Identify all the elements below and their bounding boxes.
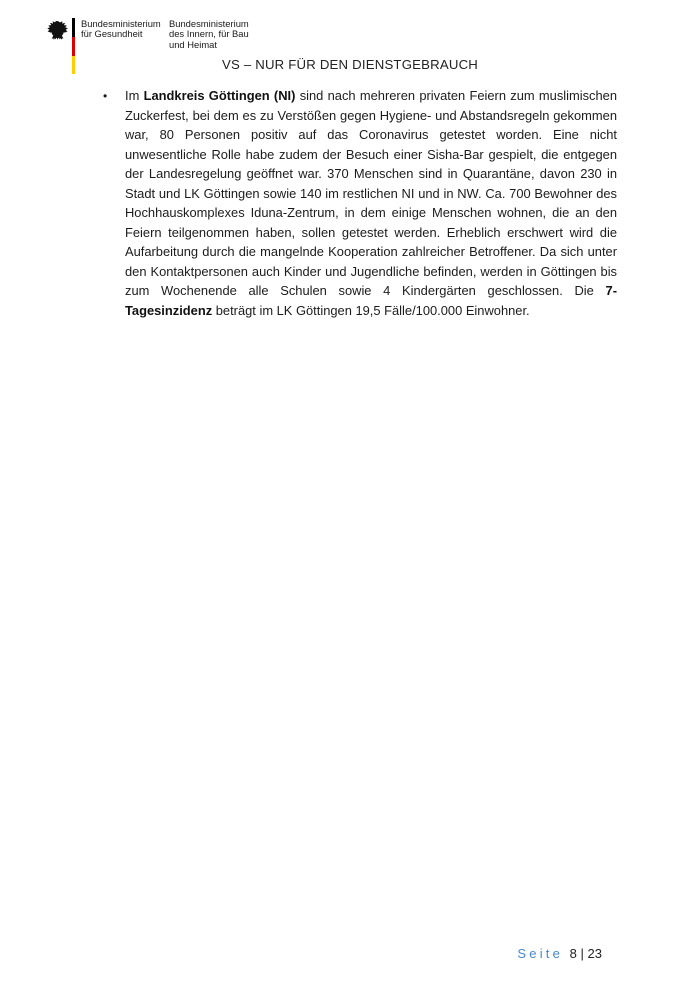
page-footer	[517, 946, 602, 961]
bold-location: Landkreis Göttingen (NI)	[143, 88, 296, 103]
page-header	[0, 0, 700, 80]
ministry-interior-line3: und Heimat	[169, 38, 217, 50]
page-current: 8	[569, 946, 577, 961]
ministry-interior-line2: des Innern, für Bau	[169, 28, 249, 40]
page-separator: |	[580, 946, 584, 961]
text-run: beträgt im LK Göttingen 19,5 Fälle/100.000 Einwohner.	[212, 302, 530, 318]
list-item	[100, 86, 617, 320]
ministry-health-line1: Bundesministerium	[81, 18, 161, 29]
bullet-icon: •	[103, 89, 108, 103]
ministry-health-line2: für Gesundheit	[81, 28, 143, 40]
federal-eagle-icon	[45, 19, 69, 43]
page-label: Seite	[517, 946, 564, 961]
text-run: Im	[125, 88, 144, 103]
text-run: sind nach mehreren privaten Feiern zum muslimischen Zuckerfest, bei dem es zu Verstößen gegen Hygiene- und Abstandsregeln gekommen war, 80 Personen positiv auf das Coronavirus getestet worden. Eine nicht unwesentliche Rolle habe zudem der Besuch einer Sisha-Bar gespielt, die entgegen der Landesregelung geöffnet war. 370 Menschen sind in Quarantäne, davon 230 in Stadt und LK Göttingen sowie 140 im restlichen NI und in NW. Ca. 700 Bewohner des Hochhauskomplexes Iduna-Zentrum, in dem einige Menschen wohnen, die an den Feiern teilgenommen haben, sollen getestet werden. Erheblich erschwert wird die Aufarbeitung durch die mangelnde Kooperation zahlreicher Betroffener. Da sich unter den Kontaktpersonen auch Kinder und Jugendliche befinden, werden in Göttingen bis zum Wochenende alle Schulen sowie 4 Kindergärten geschlossen. Die	[125, 88, 618, 298]
report-paragraph	[125, 86, 617, 320]
classification-marking: VS – NUR FÜR DEN DIENSTGEBRAUCH	[221, 57, 479, 72]
ministry-interior-line1: Bundesministerium	[169, 18, 249, 29]
ministry-interior-label	[169, 19, 249, 50]
ministry-health-label	[81, 19, 161, 40]
document-body	[100, 86, 617, 320]
page-total: 23	[587, 946, 602, 961]
bold-term: 7-Tagesinzidenz	[125, 283, 617, 318]
